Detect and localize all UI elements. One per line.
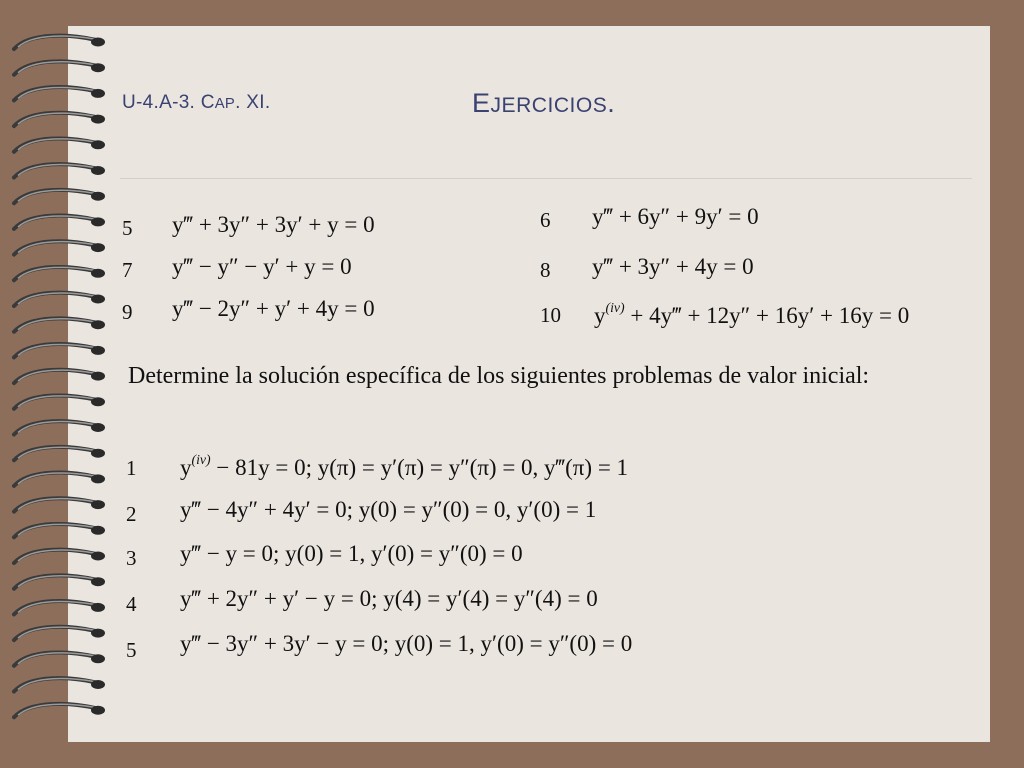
spiral-ring bbox=[14, 421, 105, 434]
problem-number: 3 bbox=[126, 546, 137, 570]
exercise-number: 9 bbox=[122, 300, 133, 324]
spiral-ring bbox=[14, 216, 105, 229]
spiral-ring bbox=[14, 164, 105, 177]
spiral-ring bbox=[14, 318, 105, 331]
spiral-ring bbox=[14, 267, 105, 280]
spiral-ring bbox=[14, 344, 105, 357]
spiral-ring bbox=[14, 550, 105, 563]
problem-number: 2 bbox=[126, 502, 137, 526]
spiral-ring bbox=[14, 473, 105, 486]
spiral-ring bbox=[14, 704, 105, 717]
spiral-ring bbox=[14, 113, 105, 126]
spiral-ring bbox=[14, 241, 105, 254]
spiral-ring bbox=[14, 575, 105, 588]
spiral-binding bbox=[0, 0, 120, 768]
spiral-ring bbox=[14, 36, 105, 49]
exercise-number: 6 bbox=[540, 208, 551, 232]
exercise-equation: y‴ + 3y″ + 4y = 0 bbox=[592, 254, 754, 279]
problem-equation: y‴ + 2y″ + y′ − y = 0; y(4) = y′(4) = y″(4) = 0 bbox=[180, 586, 598, 611]
spiral-ring bbox=[14, 190, 105, 203]
exercise-number: 5 bbox=[122, 216, 133, 240]
problem-equation: y‴ − 4y″ + 4y′ = 0; y(0) = y″(0) = 0, y′(0) = 1 bbox=[180, 497, 597, 522]
spiral-ring bbox=[14, 87, 105, 100]
problem-number: 5 bbox=[126, 638, 137, 662]
exercise-number: 8 bbox=[540, 258, 551, 282]
spiral-ring bbox=[14, 293, 105, 306]
problem-equation: $y^{(iv)} - 81y = 0$; y(π) = y′(π) = y″(π) = 0, y‴(π) = 1 bbox=[180, 452, 629, 481]
exercise-equation: y‴ + 6y″ + 9y′ = 0 bbox=[592, 204, 759, 229]
spiral-ring bbox=[14, 524, 105, 537]
spiral-ring bbox=[14, 627, 105, 640]
problem-equation: y‴ − 3y″ + 3y′ − y = 0; y(0) = 1, y′(0) = y″(0) = 0 bbox=[180, 631, 633, 656]
spiral-ring bbox=[14, 395, 105, 408]
spiral-ring bbox=[14, 601, 105, 614]
spiral-ring bbox=[14, 138, 105, 151]
problem-number: 4 bbox=[126, 592, 137, 616]
exercise-equation: $y^{(iv)}$ + 4y‴ + 12y″ + 16y′ + 16y = 0 bbox=[594, 300, 910, 329]
header-divider bbox=[120, 178, 972, 179]
instructions-text: Determine la solución específica de los siguientes problemas de valor inicial: bbox=[128, 363, 870, 389]
spiral-ring bbox=[14, 678, 105, 691]
spiral-ring bbox=[14, 652, 105, 665]
spiral-ring bbox=[14, 370, 105, 383]
problem-number: 1 bbox=[126, 456, 137, 480]
exercise-equation: y‴ + 3y″ + 3y′ + y = 0 bbox=[172, 212, 375, 237]
spiral-ring bbox=[14, 447, 105, 460]
exercise-number: 10 bbox=[540, 303, 561, 327]
exercise-equation: y‴ − 2y″ + y′ + 4y = 0 bbox=[172, 296, 375, 321]
spiral-ring bbox=[14, 498, 105, 511]
unit-code: U-4.A-3. CAP. XI. bbox=[122, 92, 271, 113]
exercise-number: 7 bbox=[122, 258, 133, 282]
page-title: EJERCICIOS. bbox=[472, 88, 616, 118]
problem-equation: y‴ − y = 0; y(0) = 1, y′(0) = y″(0) = 0 bbox=[180, 541, 523, 566]
spiral-ring bbox=[14, 61, 105, 74]
exercise-equation: y‴ − y″ − y′ + y = 0 bbox=[172, 254, 352, 279]
